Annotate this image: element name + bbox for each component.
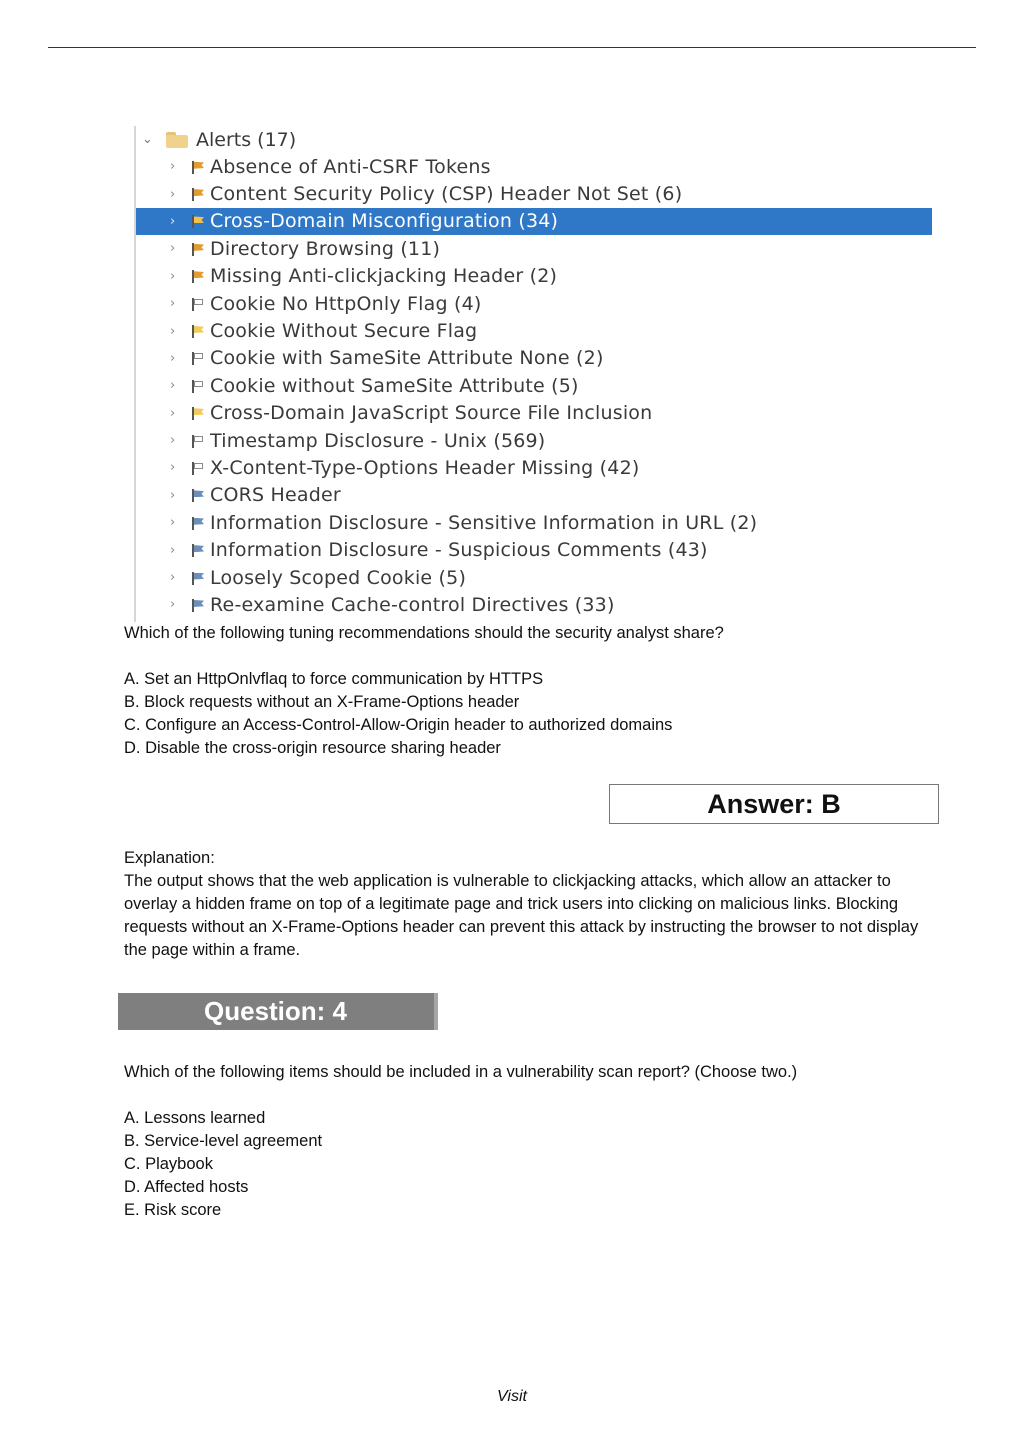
chevron-right-icon[interactable]: ›	[170, 241, 176, 257]
option-b: B. Service-level agreement	[124, 1132, 323, 1150]
alert-label: Re-examine Cache-control Directives (33)	[210, 593, 615, 616]
alert-label: Loosely Scoped Cookie (5)	[210, 566, 467, 589]
flag-icon	[190, 323, 206, 339]
question-header: Question: 4	[118, 993, 438, 1030]
alert-item[interactable]	[136, 564, 932, 591]
alert-label: Directory Browsing (11)	[210, 237, 441, 260]
alert-item[interactable]	[136, 482, 932, 509]
question4-options	[124, 1107, 322, 1222]
chevron-right-icon[interactable]: ›	[170, 597, 176, 613]
flag-icon	[190, 350, 206, 366]
alert-item[interactable]	[136, 509, 932, 536]
flag-icon	[190, 213, 206, 229]
explanation-text: The output shows that the web application is vulnerable to clickjacking attacks, which allow an attacker to overlay a hidden frame on top of a legitimate page and trick users into clicking on malicious links. Blocking requests without an X-Frame-Options header can prevent this attack by instructing the browser to not display the page within a frame.	[124, 872, 919, 959]
option-c: C. Playbook	[124, 1155, 213, 1173]
alert-item[interactable]	[136, 372, 932, 399]
folder-icon	[166, 132, 188, 148]
alert-item[interactable]	[136, 400, 932, 427]
alert-item[interactable]	[136, 180, 932, 207]
chevron-right-icon[interactable]: ›	[170, 515, 176, 531]
flag-icon	[190, 433, 206, 449]
alert-label: Absence of Anti-CSRF Tokens	[210, 155, 491, 178]
option-c: C. Configure an Access-Control-Allow-Origin header to authorized domains	[124, 716, 673, 734]
alert-item[interactable]	[136, 290, 932, 317]
chevron-right-icon[interactable]: ›	[170, 433, 176, 449]
option-a: A. Set an HttpOnlvflaq to force communication by HTTPS	[124, 670, 544, 688]
option-d: D. Affected hosts	[124, 1178, 249, 1196]
alerts-tree	[134, 126, 932, 622]
alert-label: Content Security Policy (CSP) Header Not Set (6)	[210, 183, 683, 206]
flag-icon	[190, 460, 206, 476]
alert-label: Timestamp Disclosure - Unix (569)	[210, 429, 546, 452]
option-a: A. Lessons learned	[124, 1109, 266, 1127]
flag-icon	[190, 405, 206, 421]
alert-label: Information Disclosure - Suspicious Comments (43)	[210, 539, 708, 562]
alert-label: Information Disclosure - Sensitive Information in URL (2)	[210, 511, 758, 534]
flag-icon	[190, 515, 206, 531]
flag-icon	[190, 296, 206, 312]
alerts-root-node[interactable]	[136, 126, 932, 153]
flag-icon	[190, 570, 206, 586]
explanation	[124, 847, 934, 962]
alert-item[interactable]	[136, 317, 932, 344]
alert-label: X-Content-Type-Options Header Missing (42)	[210, 456, 640, 479]
flag-icon	[190, 186, 206, 202]
chevron-right-icon[interactable]: ›	[170, 570, 176, 586]
question-options	[124, 668, 672, 760]
alert-label: Cross-Domain Misconfiguration (34)	[210, 210, 559, 233]
alert-item[interactable]	[136, 427, 932, 454]
alert-label: Cookie with SameSite Attribute None (2)	[210, 347, 604, 370]
alert-label: Cookie Without Secure Flag	[210, 320, 478, 343]
alert-label: Cross-Domain JavaScript Source File Inclusion	[210, 402, 653, 425]
chevron-right-icon[interactable]: ›	[170, 405, 176, 421]
footer-visit: Visit	[497, 1388, 527, 1405]
alert-item[interactable]	[136, 345, 932, 372]
question4-prompt: Which of the following items should be included in a vulnerability scan report? (Choose two.)	[124, 1063, 798, 1081]
alert-item[interactable]	[136, 235, 932, 262]
option-d: D. Disable the cross-origin resource sharing header	[124, 739, 501, 757]
option-b: B. Block requests without an X-Frame-Options header	[124, 693, 520, 711]
alerts-list	[136, 153, 932, 619]
chevron-right-icon[interactable]: ›	[170, 487, 176, 503]
question-prompt: Which of the following tuning recommendations should the security analyst share?	[124, 624, 724, 642]
flag-icon	[190, 597, 206, 613]
chevron-down-icon[interactable]: ⌄	[142, 132, 153, 147]
alert-label: CORS Header	[210, 484, 341, 507]
chevron-right-icon[interactable]: ›	[170, 296, 176, 312]
chevron-right-icon[interactable]: ›	[170, 350, 176, 366]
alert-label: Cookie without SameSite Attribute (5)	[210, 374, 579, 397]
chevron-right-icon[interactable]: ›	[170, 213, 176, 229]
alert-item[interactable]	[136, 153, 932, 180]
chevron-right-icon[interactable]: ›	[170, 268, 176, 284]
flag-icon	[190, 378, 206, 394]
alert-item[interactable]	[136, 591, 932, 618]
alert-item[interactable]	[136, 454, 932, 481]
chevron-right-icon[interactable]: ›	[170, 460, 176, 476]
top-rule	[48, 47, 976, 48]
alert-item[interactable]	[136, 263, 932, 290]
flag-icon	[190, 268, 206, 284]
chevron-right-icon[interactable]: ›	[170, 378, 176, 394]
explanation-label: Explanation:	[124, 849, 215, 867]
alert-item[interactable]	[136, 208, 932, 235]
chevron-right-icon[interactable]: ›	[170, 542, 176, 558]
chevron-right-icon[interactable]: ›	[170, 186, 176, 202]
flag-icon	[190, 241, 206, 257]
alert-label: Missing Anti-clickjacking Header (2)	[210, 265, 558, 288]
answer-box: Answer: B	[609, 784, 939, 824]
flag-icon	[190, 159, 206, 175]
flag-icon	[190, 542, 206, 558]
option-e: E. Risk score	[124, 1201, 222, 1219]
alerts-root-label: Alerts (17)	[196, 128, 297, 151]
alert-label: Cookie No HttpOnly Flag (4)	[210, 292, 482, 315]
alert-item[interactable]	[136, 536, 932, 563]
chevron-right-icon[interactable]: ›	[170, 159, 176, 175]
flag-icon	[190, 487, 206, 503]
chevron-right-icon[interactable]: ›	[170, 323, 176, 339]
